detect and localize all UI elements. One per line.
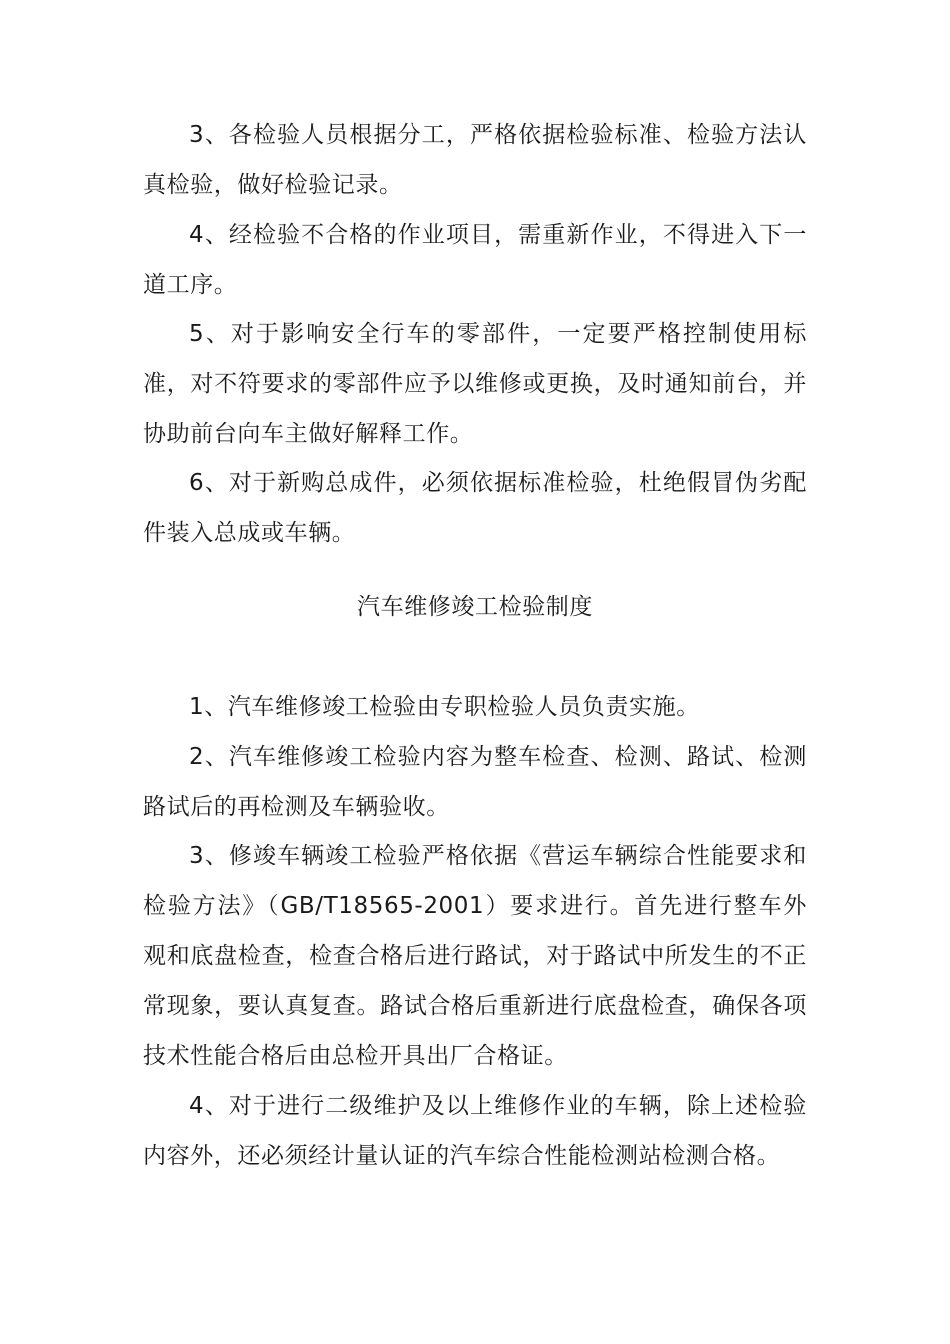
section-title: 汽车维修竣工检验制度	[357, 594, 593, 620]
paragraph-item-2: 2、汽车维修竣工检验内容为整车检查、检测、路试、检测路试后的再检测及车辆验收。	[143, 744, 807, 820]
paragraph-item-5: 5、对于影响安全行车的零部件，一定要严格控制使用标准，对不符要求的零部件应予以维修或更换，及时通知前台，并协助前台向车主做好解释工作。	[143, 321, 807, 447]
paragraph-item-3: 3、修竣车辆竣工检验严格依据《营运车辆综合性能要求和检验方法》（GB/T18565-2001）要求进行。首先进行整车外观和底盘检查，检查合格后进行路试，对于路试中所发生的不正常现象，要认真复查。路试合格后重新进行底盘检查，确保各项技术性能合格后由总检开具出厂合格证。	[143, 843, 807, 1069]
paragraph-item-1: 1、汽车维修竣工检验由专职检验人员负责实施。	[189, 694, 700, 720]
paragraph-item-4: 4、经检验不合格的作业项目，需重新作业，不得进入下一道工序。	[143, 222, 807, 298]
paragraph-item-4: 4、对于进行二级维护及以上维修作业的车辆，除上述检验内容外，还必须经计量认证的汽车综合性能检测站检测合格。	[143, 1093, 807, 1169]
paragraph-item-6: 6、对于新购总成件，必须依据标准检验，杜绝假冒伪劣配件装入总成或车辆。	[143, 470, 807, 546]
paragraph-item-3: 3、各检验人员根据分工，严格依据检验标准、检验方法认真检验，做好检验记录。	[143, 122, 807, 198]
